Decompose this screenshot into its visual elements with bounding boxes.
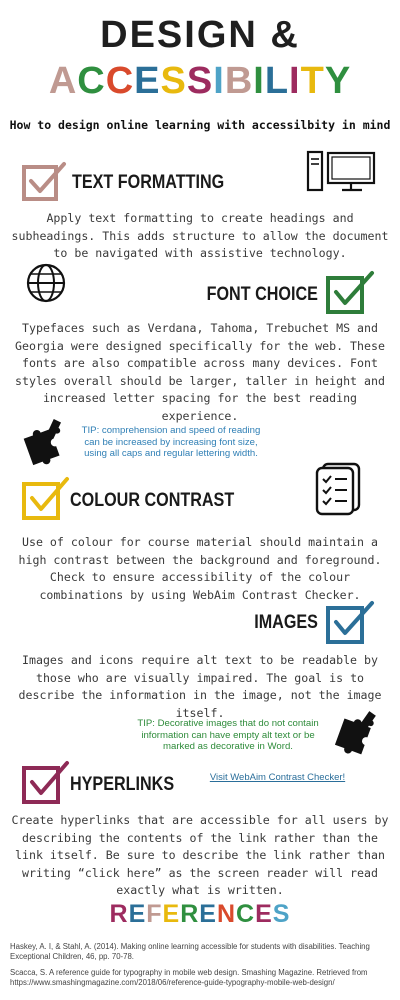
references-letter: E xyxy=(162,900,181,928)
checkbox-icon-font-choice xyxy=(326,270,376,314)
hyperlinks-body: Create hyperlinks that are accessible for all users by describing the contents of the link rather than the link itself. Be sure to describe the link rather than writing “click here” as the screen reader will read exactly what is written. xyxy=(11,813,389,897)
font-choice-heading: FONT CHOICE xyxy=(206,284,318,305)
images-heading: IMAGES xyxy=(254,612,318,633)
colour-contrast-heading: COLOUR CONTRAST xyxy=(70,490,235,511)
title-letter: S xyxy=(186,60,214,102)
reference-item-2: Scacca, S. A reference guide for typography in mobile web design. Smashing Magazine. Retrieved from https://www.smashingmagazine.com/2018/06/reference-guide-typography-mobile-web-design/ xyxy=(10,968,368,987)
references-letter: E xyxy=(128,900,147,928)
references-letter: S xyxy=(272,900,291,928)
title-letter: C xyxy=(77,60,106,102)
reference-item-1: Haskey, A. I, & Stahl, A. (2014). Making online learning accessible for students with disabilities. Teaching Exceptional Children, 46, pp. 70-78. xyxy=(10,942,370,961)
title-letter: I xyxy=(213,60,225,102)
checklist-icon xyxy=(314,462,362,516)
references-letter: E xyxy=(199,900,217,928)
puzzle-icon xyxy=(336,710,380,756)
checkbox-icon-colour-contrast xyxy=(22,476,70,522)
title-letter: I xyxy=(253,60,265,102)
webaim-contrast-checker-link[interactable]: Visit WebAim Contrast Checker! xyxy=(209,772,346,783)
references-letter: R xyxy=(180,900,200,928)
page-title-line1: DESIGN & xyxy=(100,14,300,56)
title-letter: L xyxy=(264,60,290,102)
references-letter: E xyxy=(255,900,273,928)
title-letter: C xyxy=(105,60,135,102)
title-letter: I xyxy=(289,60,301,102)
puzzle-icon xyxy=(22,418,66,464)
tip-font-size: TIP: comprehension and speed of reading can be increased by increasing font size, using all caps and regular lettering width. xyxy=(81,425,261,459)
title-letter: B xyxy=(224,60,254,102)
text-formatting-body: Apply text formatting to create headings and subheadings. This adds structure to allow the document to be navigated with assistive technology. xyxy=(11,211,389,260)
hyperlinks-heading: HYPERLINKS xyxy=(70,774,175,795)
globe-icon xyxy=(26,263,66,303)
references-letter: N xyxy=(216,900,237,928)
title-letter: T xyxy=(300,60,325,102)
colour-contrast-body: Use of colour for course material should maintain a high contrast between the background and foreground. Check to ensure accessibility of the colour combinations by using WebAim Contrast Checker. xyxy=(18,535,382,602)
images-body: Images and icons require alt text to be readable by those who are visually impaired. The goal is to describe the information in the image, not the image itself. xyxy=(18,653,382,720)
checkbox-icon-hyperlinks xyxy=(22,760,70,806)
computer-icon xyxy=(306,150,378,194)
page-title-line2 xyxy=(0,60,400,103)
title-letter: Y xyxy=(324,60,352,102)
font-choice-body: Typefaces such as Verdana, Tahoma, Trebuchet MS and Georgia were designed specifically for the web. These fonts are also compatible across many devices. Font styles overall should be larger, taller in height and increased letter spacing for the best reading experience. xyxy=(15,321,385,423)
references-letter: R xyxy=(109,900,129,928)
page-subtitle: How to design online learning with accessilbity in mind xyxy=(9,118,391,132)
references-letter: F xyxy=(146,900,163,928)
checkbox-icon-images xyxy=(326,600,376,644)
text-formatting-heading: TEXT FORMATTING xyxy=(72,172,225,193)
tip-decorative-images: TIP: Decorative images that do not contain information can have empty alt text or be marked as decorative in Word. xyxy=(137,718,319,752)
checkbox-icon-text-formatting xyxy=(22,161,66,203)
references-letter: C xyxy=(236,900,256,928)
references-heading xyxy=(0,900,400,929)
title-letter: S xyxy=(160,60,187,102)
title-letter: E xyxy=(134,60,161,102)
title-letter: A xyxy=(48,60,78,102)
